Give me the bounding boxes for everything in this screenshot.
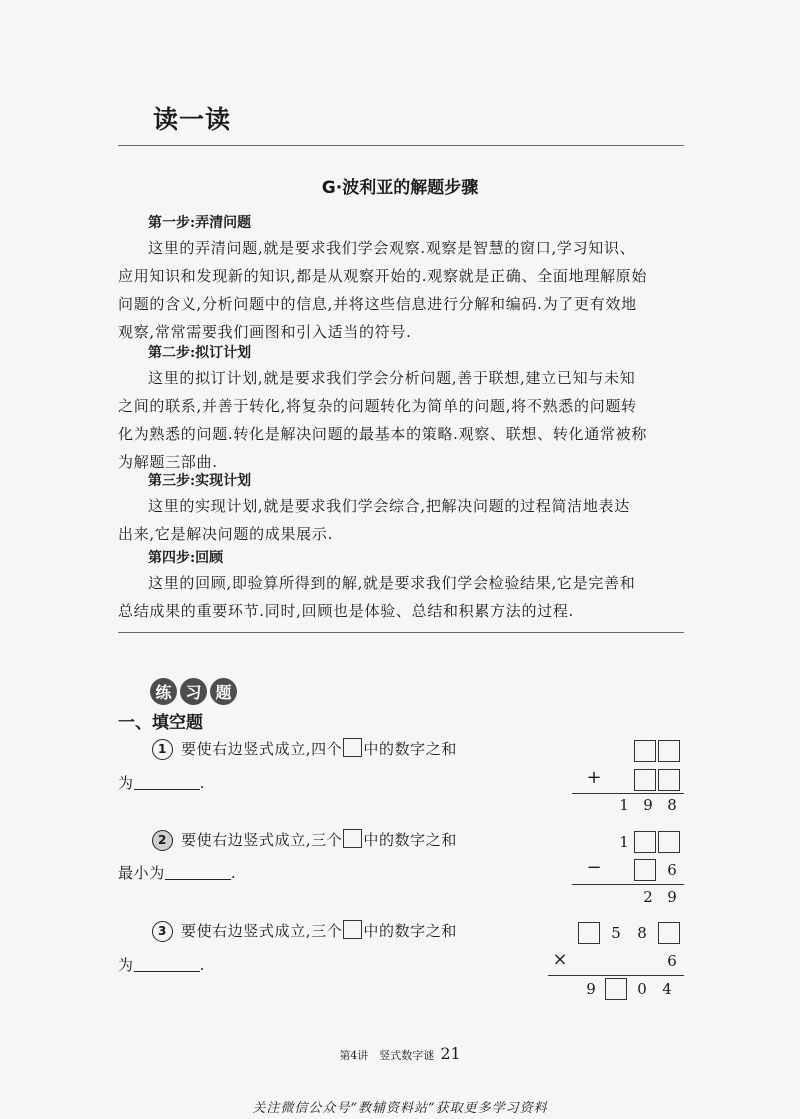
step-3-body	[118, 492, 684, 548]
answer-blank[interactable]	[134, 775, 200, 790]
article-subtitle: G·波利亚的解题步骤	[321, 178, 479, 198]
badge-char: 题	[210, 678, 237, 705]
result-digit: 9	[667, 888, 677, 906]
times-sign: ×	[552, 949, 568, 970]
step-3-heading: 第三步:实现计划	[148, 473, 252, 489]
mid-digit: 6	[667, 861, 677, 879]
step-1-line-1: 这里的弄清问题,就是要求我们学会观察.观察是智慧的窗口,学习知识、	[148, 239, 636, 257]
question-number: 1	[152, 739, 173, 760]
step-1-line-2: 应用知识和发现新的知识,都是从观察开始的.观察就是正确、全面地理解原始	[118, 267, 648, 285]
sum-line	[572, 793, 684, 794]
digit-box[interactable]	[634, 740, 656, 762]
question-1-answer: 为 .	[118, 774, 205, 792]
result-digit: 9	[586, 980, 596, 998]
step-1-body	[118, 234, 684, 346]
result-digit: 4	[662, 980, 672, 998]
digit-box[interactable]	[634, 769, 656, 791]
question-number: 3	[152, 921, 173, 942]
question-2-answer: 最小为 .	[118, 864, 237, 882]
result-digit: 2	[643, 888, 653, 906]
answer-blank[interactable]	[134, 957, 200, 972]
step-2-line-2: 之间的联系,并善于转化,将复杂的问题转化为简单的问题,将不熟悉的问题转	[118, 397, 637, 415]
answer-blank[interactable]	[165, 865, 231, 880]
product-line	[548, 975, 684, 976]
digit-box[interactable]	[634, 831, 656, 853]
digit-box[interactable]	[658, 831, 680, 853]
square-icon	[343, 829, 362, 848]
badge-char: 练	[150, 678, 177, 705]
page-title: 读一读	[153, 105, 232, 134]
question-1: 1 要使右边竖式成立,四个 中的数字之和	[152, 738, 457, 760]
difference-line	[572, 884, 684, 885]
top-digit: 5	[611, 924, 621, 942]
multiplier-digit: 6	[667, 952, 677, 970]
digit-box[interactable]	[578, 922, 600, 944]
plus-sign: +	[586, 767, 602, 788]
section-heading: 一、填空题	[118, 713, 203, 733]
step-1-line-4: 观察,常常需要我们画图和引入适当的符号.	[118, 323, 412, 341]
page-number: 21	[440, 1044, 461, 1063]
step-2-line-4: 为解题三部曲.	[118, 453, 218, 471]
divider-top	[118, 145, 684, 146]
step-3-line-2: 出来,它是解决问题的成果展示.	[118, 525, 334, 543]
step-1-line-3: 问题的含义,分析问题中的信息,并将这些信息进行分解和编码.为了更有效地	[118, 295, 637, 313]
step-4-body	[118, 569, 684, 625]
step-2-line-1: 这里的拟订计划,就是要求我们学会分析问题,善于联想,建立已知与未知	[148, 369, 636, 387]
digit-box[interactable]	[634, 859, 656, 881]
exercises-badge	[150, 678, 240, 705]
question-3-answer: 为 .	[118, 956, 205, 974]
step-4-line-2: 总结成果的重要环节.同时,回顾也是体验、总结和积累方法的过程.	[118, 602, 575, 620]
step-2-heading: 第二步:拟订计划	[148, 345, 252, 361]
step-4-heading: 第四步:回顾	[148, 550, 224, 566]
watermark-note: 关注微信公众号“教辅资料站”获取更多学习资料	[252, 1101, 548, 1116]
digit-box[interactable]	[658, 922, 680, 944]
question-3: 3 要使右边竖式成立,三个 中的数字之和	[152, 920, 457, 942]
chapter-label: 第4讲 竖式数字谜	[339, 1049, 435, 1062]
step-1-heading: 第一步:弄清问题	[148, 215, 252, 231]
digit-box[interactable]	[658, 769, 680, 791]
page-footer	[0, 1044, 800, 1063]
top-digit: 1	[619, 833, 629, 851]
digit-box[interactable]	[605, 978, 627, 1000]
result-digit: 9	[643, 796, 653, 814]
result-digit: 1	[619, 796, 629, 814]
step-2-body	[118, 364, 684, 476]
question-2: 2 要使右边竖式成立,三个 中的数字之和	[152, 829, 457, 851]
step-4-line-1: 这里的回顾,即验算所得到的解,就是要求我们学会检验结果,它是完善和	[148, 574, 636, 592]
square-icon	[343, 920, 362, 939]
step-2-line-3: 化为熟悉的问题.转化是解决问题的最基本的策略.观察、联想、转化通常被称	[118, 425, 648, 443]
digit-box[interactable]	[658, 740, 680, 762]
question-number: 2	[152, 830, 173, 851]
minus-sign: −	[586, 857, 602, 878]
result-digit: 0	[637, 980, 647, 998]
top-digit: 8	[637, 924, 647, 942]
result-digit: 8	[667, 796, 677, 814]
step-3-line-1: 这里的实现计划,就是要求我们学会综合,把解决问题的过程简洁地表达	[148, 497, 630, 515]
divider-bottom	[118, 632, 684, 633]
badge-char: 习	[180, 678, 207, 705]
square-icon	[343, 738, 362, 757]
